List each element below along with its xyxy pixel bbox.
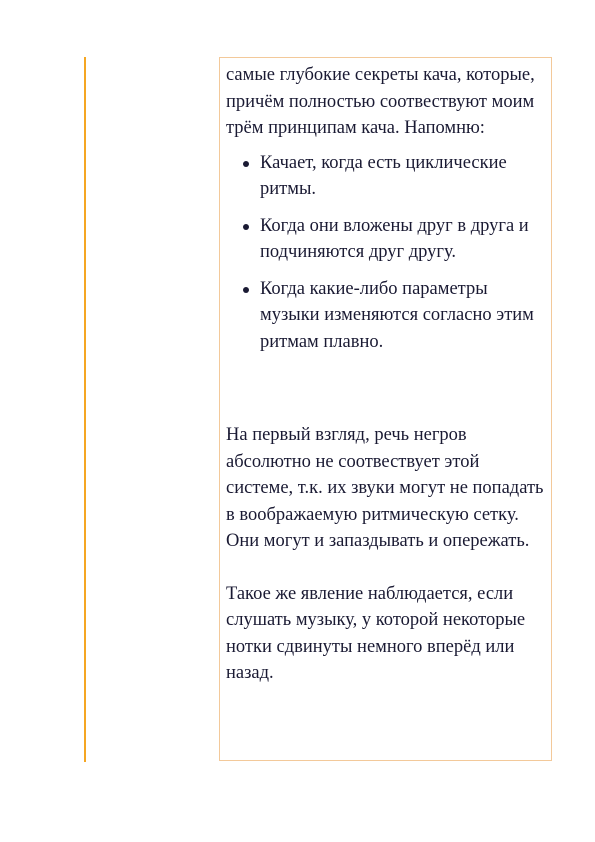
list-item: [226, 150, 545, 203]
bullet-icon: [243, 224, 249, 230]
spacer: [226, 555, 545, 581]
paragraph-speech: На первый взгляд, речь негров абсолютно не соотвествует этой системе, т.к. их звуки могут не попадать в воображаемую ритмическую сетку. Они могут и запаздывать и опережать.: [226, 425, 544, 551]
list-item: [226, 276, 545, 356]
list-item-text: Качает, когда есть циклические ритмы.: [260, 152, 507, 199]
left-margin-rule: [84, 57, 86, 762]
list-item: [226, 213, 545, 266]
intro-paragraph: самые глубокие секреты кача, которые, причём полностью соотвествуют моим трём принципам кача. Напомню:: [226, 65, 535, 138]
spacer: [226, 365, 545, 422]
principles-list: [226, 150, 545, 356]
list-item-text: Когда они вложены друг в друга и подчиняются друг другу.: [260, 215, 529, 262]
bullet-icon: [243, 287, 249, 293]
bullet-icon: [243, 161, 249, 167]
text-frame: [219, 57, 552, 761]
paragraph-music: Такое же явление наблюдается, если слушать музыку, у которой некоторые нотки сдвинуты немного вперёд или назад.: [226, 583, 526, 683]
list-item-text: Когда какие-либо параметры музыки изменяются согласно этим ритмам плавно.: [260, 278, 534, 352]
